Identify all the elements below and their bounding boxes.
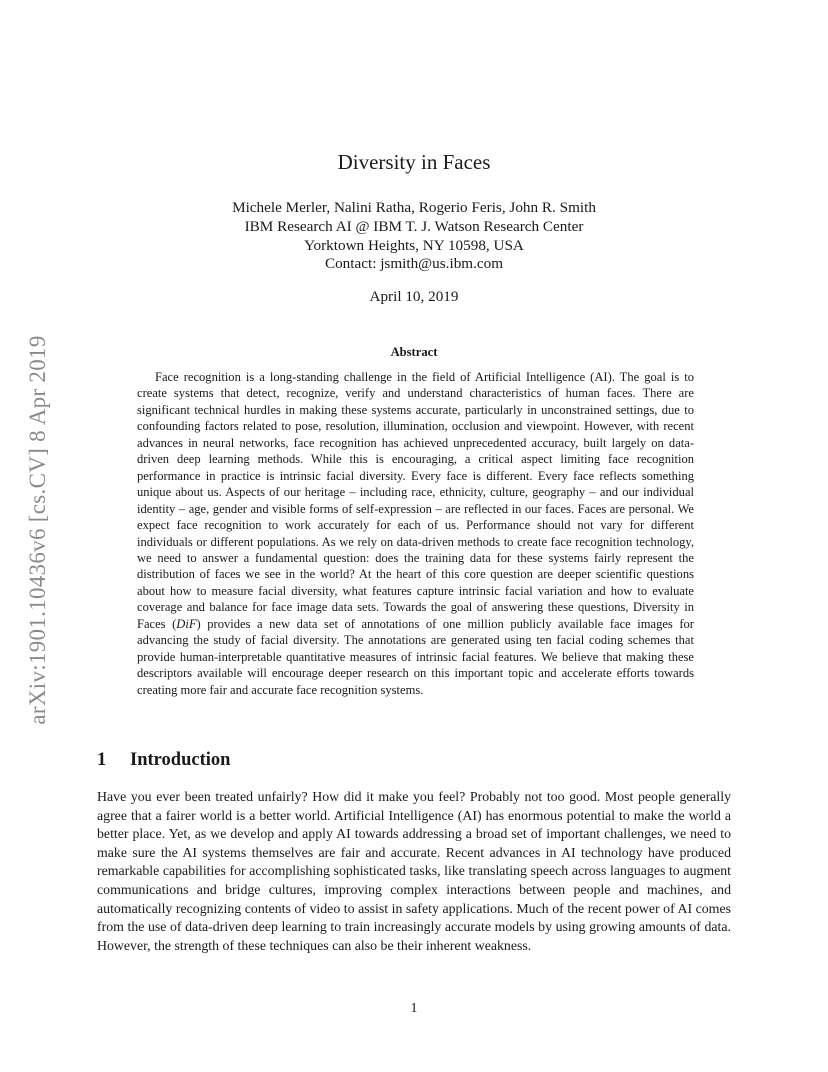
introduction-paragraph: Have you ever been treated unfairly? How did it make you feel? Probably not too good. Most people generally agree that a fairer world is a better world. Artificial Intelligence (AI) has enormous potential to make the world a better place. Yet, as we develop and apply AI towards addressing a broad set of important challenges, we need to make sure the AI systems themselves are fair and accurate. Recent advances in AI technology have produced remarkable capabilities for accomplishing sophisticated tasks, like translating speech across languages to augment communications and bridge cultures, improving complex interactions between people and machines, and automatically recognizing contents of video to assist in safety applications. Much of the recent power of AI comes from the use of data-driven deep learning to train increasingly accurate models by using growing amounts of data. However, the strength of these techniques can also be their inherent weakness. xyxy=(97,789,731,953)
contact-email: Contact: jsmith@us.ibm.com xyxy=(324,255,504,273)
paper-title: Diversity in Faces xyxy=(337,150,491,174)
abstract-heading: Abstract xyxy=(390,345,438,359)
abstract-text xyxy=(137,369,694,698)
authors: Michele Merler, Nalini Ratha, Rogerio Feris, John R. Smith xyxy=(232,199,596,216)
section-number: 1 xyxy=(97,750,107,770)
page-number: 1 xyxy=(410,1001,418,1016)
section-title: Introduction xyxy=(130,750,231,770)
address: Yorktown Heights, NY 10598, USA xyxy=(304,236,524,254)
arxiv-identifier-stamp: arXiv:1901.10436v6 [cs.CV] 8 Apr 2019 xyxy=(25,335,50,725)
abstract-text-part-2: ) provides a new data set of annotations of one million publicly available face images for advancing the study of facial diversity. The annotations are generated using ten facial coding schemes that provide human-interpretable quantitative measures of intrinsic facial features. We believe that making these descriptors available will encourage deeper research on this important topic and accelerate efforts towards creating more fair and accurate face recognition systems. xyxy=(137,616,694,697)
author-block xyxy=(0,199,828,274)
dif-acronym: DiF xyxy=(176,616,197,631)
section-heading-introduction xyxy=(97,750,230,771)
paper-date: April 10, 2019 xyxy=(369,288,459,305)
affiliation: IBM Research AI @ IBM T. J. Watson Research Center xyxy=(244,217,584,235)
abstract-text-part-1: Face recognition is a long-standing challenge in the field of Artificial Intelligence (AI). The goal is to create systems that detect, recognize, verify and understand characteristics of human faces. There are significant technical hurdles in making these systems accurate, particularly in unconstrained settings, due to confounding factors related to pose, resolution, illumination, occlusion and viewpoint. However, with recent advances in neural networks, face recognition has achieved unprecedented accuracy, built largely on data-driven deep learning methods. While this is encouraging, a critical aspect limiting face recognition performance in practice is intrinsic facial diversity. Every face is different. Every face reflects something unique about us. Aspects of our heritage – including race, ethnicity, culture, geography – and our individual identity – age, gender and visible forms of self-expression – are reflected in our faces. Faces are personal. We expect face recognition to work accurately for each of us. Performance should not vary for different individuals or different populations. As we rely on data-driven methods to create face recognition technology, we need to answer a fundamental question: does the training data for these systems fairly represent the distribution of faces we see in the world? At the heart of this core question are deeper scientific questions about how to measure facial diversity, what features capture intrinsic facial variation and how to evaluate coverage and balance for face image data sets. Towards the goal of answering these questions, Diversity in Faces ( xyxy=(137,370,694,631)
